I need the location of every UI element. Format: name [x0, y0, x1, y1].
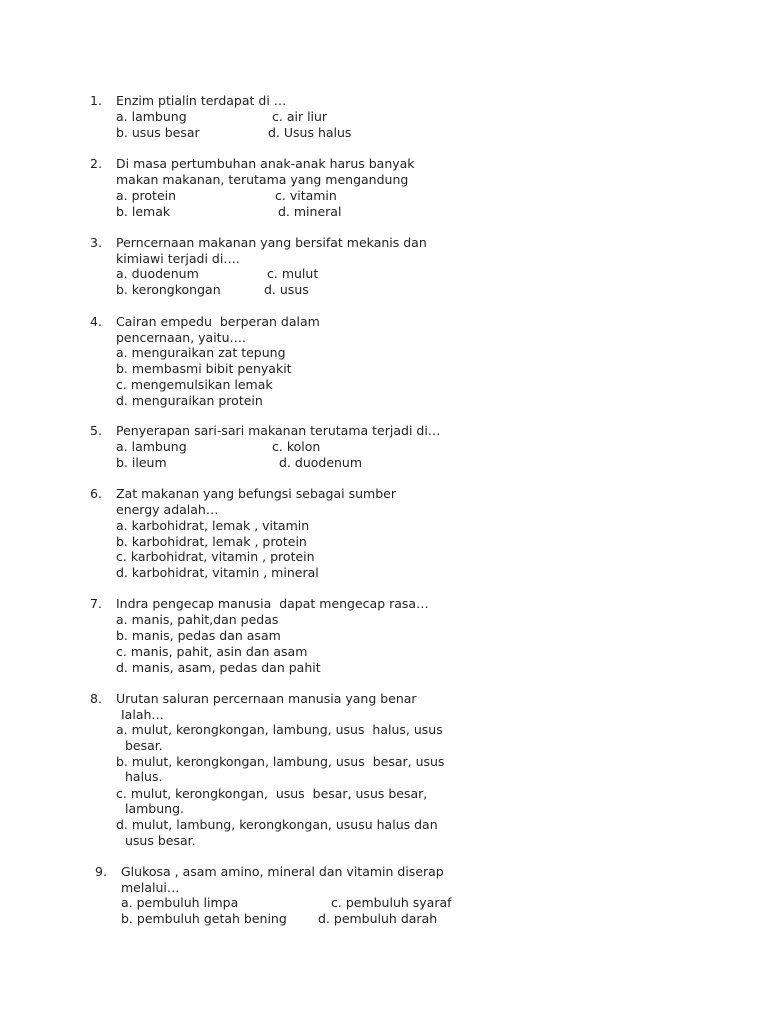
option-d: d. mulut, lambung, kerongkongan, ususu halus dan	[116, 817, 438, 832]
question-text: Zat makanan yang befungsi sebagai sumber	[116, 486, 396, 501]
option-a: a. protein	[116, 188, 177, 203]
option-c: c. air liur	[272, 109, 328, 124]
option-a: a. pembuluh limpa	[121, 895, 239, 910]
question-number: 1.	[90, 93, 102, 108]
option-c-continued: lambung.	[125, 801, 184, 816]
question-text: energy adalah…	[116, 502, 219, 517]
option-b: b. usus besar	[116, 125, 200, 140]
question-text: Perncernaan makanan yang bersifat mekanis dan	[116, 235, 427, 250]
question-text: Enzim ptialin terdapat di …	[116, 93, 287, 108]
option-c: c. mulut	[267, 266, 319, 281]
option-c: c. kolon	[272, 439, 321, 454]
option-b-continued: halus.	[125, 769, 163, 784]
question-text: makan makanan, terutama yang mengandung	[116, 172, 409, 187]
option-a: a. duodenum	[116, 266, 199, 281]
question-number: 2.	[90, 156, 102, 171]
option-d: d. mineral	[278, 204, 342, 219]
question-number: 9.	[95, 864, 107, 879]
option-a-continued: besar.	[125, 738, 163, 753]
option-c: c. pembuluh syaraf	[331, 895, 452, 910]
option-d-continued: usus besar.	[125, 833, 196, 848]
question-text: Di masa pertumbuhan anak-anak harus banyak	[116, 156, 415, 171]
option-d: d. usus	[264, 282, 309, 297]
question-text: kimiawi terjadi di….	[116, 251, 240, 266]
option-d: d. menguraikan protein	[116, 393, 263, 408]
option-b: b. ileum	[116, 455, 167, 470]
question-text: Glukosa , asam amino, mineral dan vitamin diserap	[121, 864, 444, 879]
option-a: a. lambung	[116, 439, 187, 454]
option-c: c. karbohidrat, vitamin , protein	[116, 549, 315, 564]
question-number: 7.	[90, 596, 102, 611]
option-d: d. karbohidrat, vitamin , mineral	[116, 565, 319, 580]
question-number: 6.	[90, 486, 102, 501]
question-text: pencernaan, yaitu….	[116, 330, 246, 345]
option-b: b. karbohidrat, lemak , protein	[116, 534, 307, 549]
option-a: a. mulut, kerongkongan, lambung, usus halus, usus	[116, 722, 443, 737]
option-b: b. manis, pedas dan asam	[116, 628, 281, 643]
option-a: a. manis, pahit,dan pedas	[116, 612, 279, 627]
question-text: Indra pengecap manusia dapat mengecap rasa…	[116, 596, 429, 611]
question-text: Penyerapan sari-sari makanan terutama terjadi di…	[116, 423, 441, 438]
option-c: c. manis, pahit, asin dan asam	[116, 644, 308, 659]
question-number: 3.	[90, 235, 102, 250]
option-a: a. karbohidrat, lemak , vitamin	[116, 518, 310, 533]
option-c: c. mulut, kerongkongan, usus besar, usus besar,	[116, 786, 428, 801]
option-a: a. menguraikan zat tepung	[116, 345, 286, 360]
option-d: d. pembuluh darah	[318, 911, 438, 926]
option-b: b. pembuluh getah bening	[121, 911, 287, 926]
question-text: melalui…	[121, 880, 180, 895]
option-d: d. manis, asam, pedas dan pahit	[116, 660, 321, 675]
question-text: Urutan saluran percernaan manusia yang benar	[116, 691, 417, 706]
option-d: d. Usus halus	[268, 125, 352, 140]
question-text: Cairan empedu berperan dalam	[116, 314, 320, 329]
option-b: b. membasmi bibit penyakit	[116, 361, 292, 376]
question-number: 4.	[90, 314, 102, 329]
option-b: b. lemak	[116, 204, 171, 219]
option-c: c. vitamin	[275, 188, 337, 203]
question-number: 8.	[90, 691, 102, 706]
option-b: b. mulut, kerongkongan, lambung, usus besar, usus	[116, 754, 445, 769]
option-b: b. kerongkongan	[116, 282, 221, 297]
option-c: c. mengemulsikan lemak	[116, 377, 273, 392]
question-number: 5.	[90, 423, 102, 438]
option-a: a. lambung	[116, 109, 187, 124]
question-text: Ialah…	[121, 707, 164, 722]
option-d: d. duodenum	[279, 455, 363, 470]
